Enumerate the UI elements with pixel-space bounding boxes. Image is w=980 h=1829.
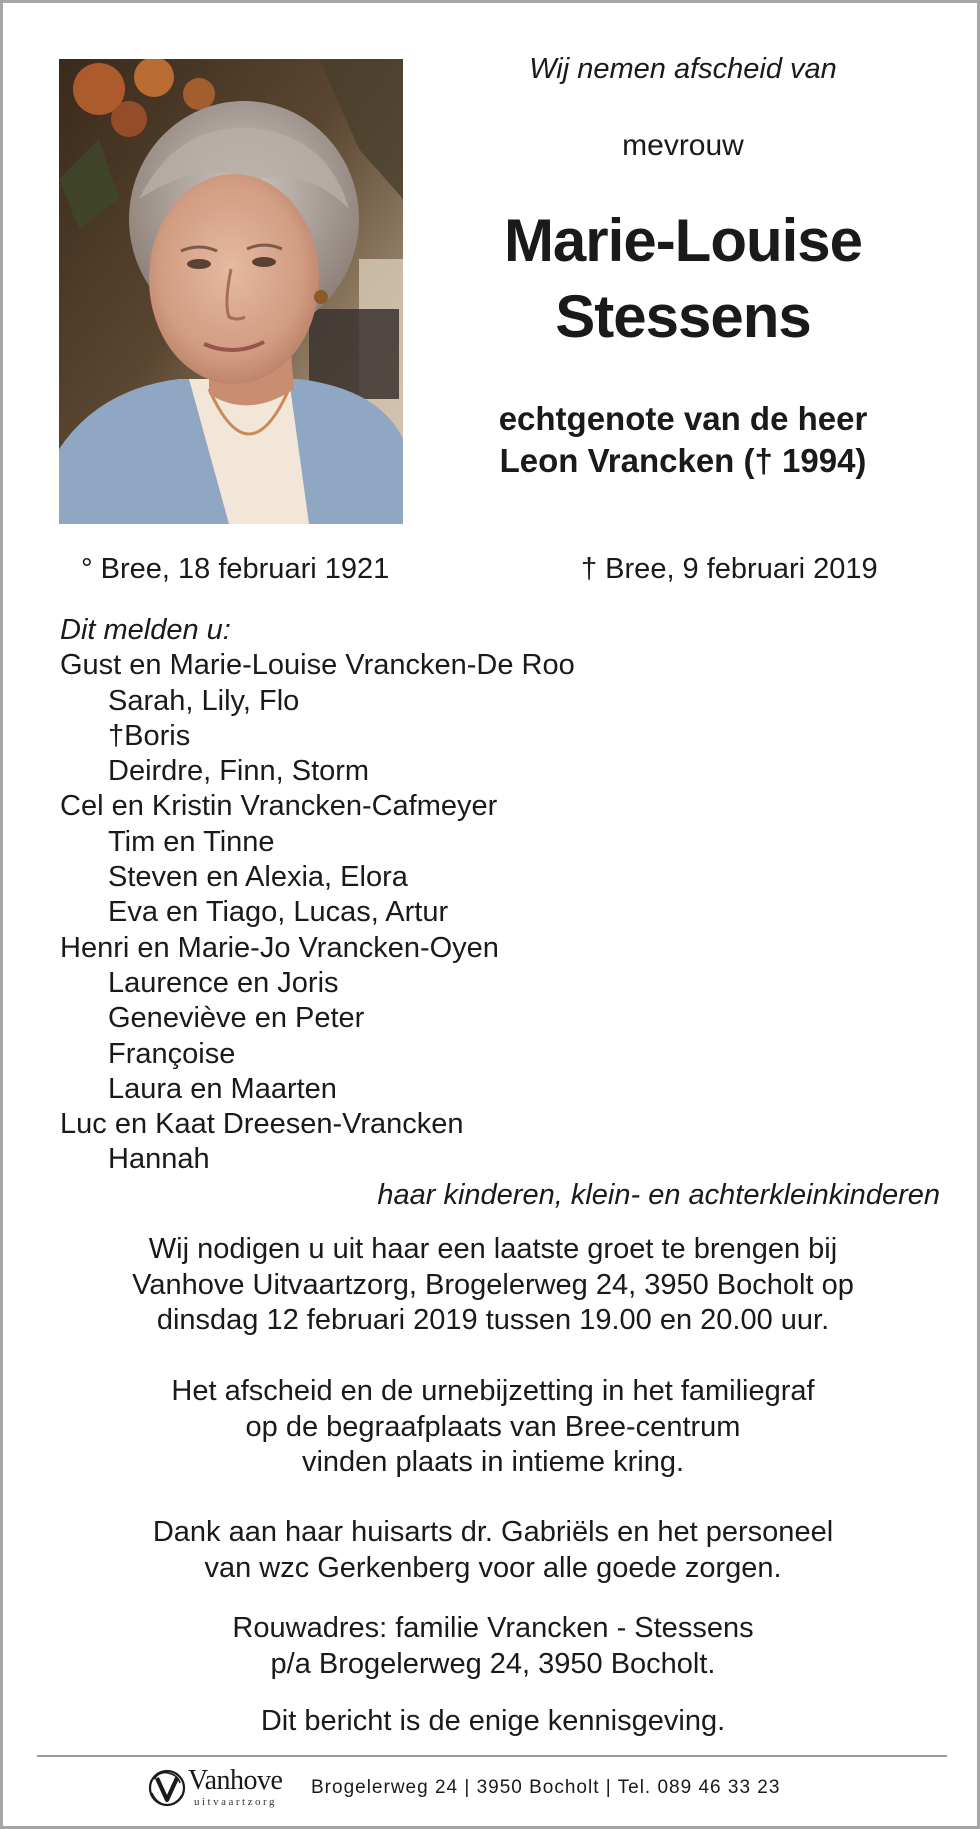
address-line: Rouwadres: familie Vrancken - Stessens — [232, 1612, 754, 1644]
thanks-line: Dank aan haar huisarts dr. Gabriëls en het personeel — [152, 1516, 834, 1548]
list-item: Eva en Tiago, Lucas, Artur — [108, 896, 449, 929]
address-line: p/a Brogelerweg 24, 3950 Bocholt. — [270, 1647, 716, 1680]
visitation-line: dinsdag 12 februari 2019 tussen 19.00 en 20.00 uur. — [156, 1304, 830, 1336]
list-item: Laurence en Joris — [108, 966, 339, 999]
list-item: Deirdre, Finn, Storm — [108, 755, 370, 788]
intro-text: Wij nemen afscheid van — [529, 53, 837, 85]
ceremony-line: op de begraafplaats van Bree-centrum — [245, 1410, 741, 1443]
thanks-paragraph — [43, 1515, 943, 1586]
name-line-1: Marie-Louise — [503, 207, 863, 274]
spouse-line-2: Leon Vrancken († 1994) — [499, 442, 867, 479]
honorific: mevrouw — [622, 129, 744, 162]
visitation-paragraph — [43, 1232, 943, 1339]
ceremony-line: Het afscheid en de urnebijzetting in het familiegraf — [171, 1375, 815, 1407]
death-date: † Bree, 9 februari 2019 — [581, 553, 878, 585]
list-item: Geneviève en Peter — [108, 1002, 365, 1035]
thanks-line: van wzc Gerkenberg voor alle goede zorgen. — [204, 1551, 782, 1584]
list-item: Steven en Alexia, Elora — [108, 861, 408, 894]
visitation-line: Vanhove Uitvaartzorg, Brogelerweg 24, 3950 Bocholt op — [132, 1268, 854, 1301]
ceremony-line: vinden plaats in intieme kring. — [301, 1446, 685, 1478]
vanhove-logo-mark-icon — [146, 1767, 188, 1809]
deceased-name — [443, 203, 923, 355]
ceremony-paragraph — [43, 1374, 943, 1481]
vanhove-logo — [146, 1765, 306, 1811]
notice-paragraph: Dit bericht is de enige kennisgeving. — [260, 1705, 726, 1737]
birth-date: ° Bree, 18 februari 1921 — [81, 553, 390, 585]
list-item: Laura en Maarten — [108, 1072, 337, 1105]
list-item: Luc en Kaat Dreesen-Vrancken — [60, 1108, 464, 1141]
list-item: Gust en Marie-Louise Vrancken-De Roo — [60, 649, 575, 682]
family-list — [60, 613, 940, 1213]
logo-name: Vanhove — [188, 1765, 283, 1796]
footer-contact: Brogelerweg 24 | 3950 Bocholt | Tel. 089 46 33 23 — [311, 1777, 781, 1798]
logo-subtitle: uitvaartzorg — [194, 1796, 277, 1808]
list-item: Sarah, Lily, Flo — [108, 684, 300, 717]
list-item: Tim en Tinne — [108, 825, 275, 858]
visitation-line: Wij nodigen u uit haar een laatste groet te brengen bij — [148, 1233, 838, 1265]
list-item: †Boris — [108, 719, 191, 752]
list-item: Hannah — [108, 1143, 210, 1176]
spouse-line-1: echtgenote van de heer — [498, 400, 868, 437]
family-lead: Dit melden u: — [60, 614, 231, 646]
name-line-2: Stessens — [555, 283, 811, 350]
list-item: Henri en Marie-Jo Vrancken-Oyen — [60, 931, 499, 964]
family-closing: haar kinderen, klein- en achterkleinkinderen — [377, 1178, 940, 1211]
portrait-photo — [59, 59, 403, 524]
footer-divider — [37, 1755, 947, 1757]
address-paragraph — [43, 1611, 943, 1682]
list-item: Cel en Kristin Vrancken-Cafmeyer — [60, 790, 498, 823]
list-item: Françoise — [108, 1037, 236, 1070]
spouse-info — [423, 398, 943, 482]
